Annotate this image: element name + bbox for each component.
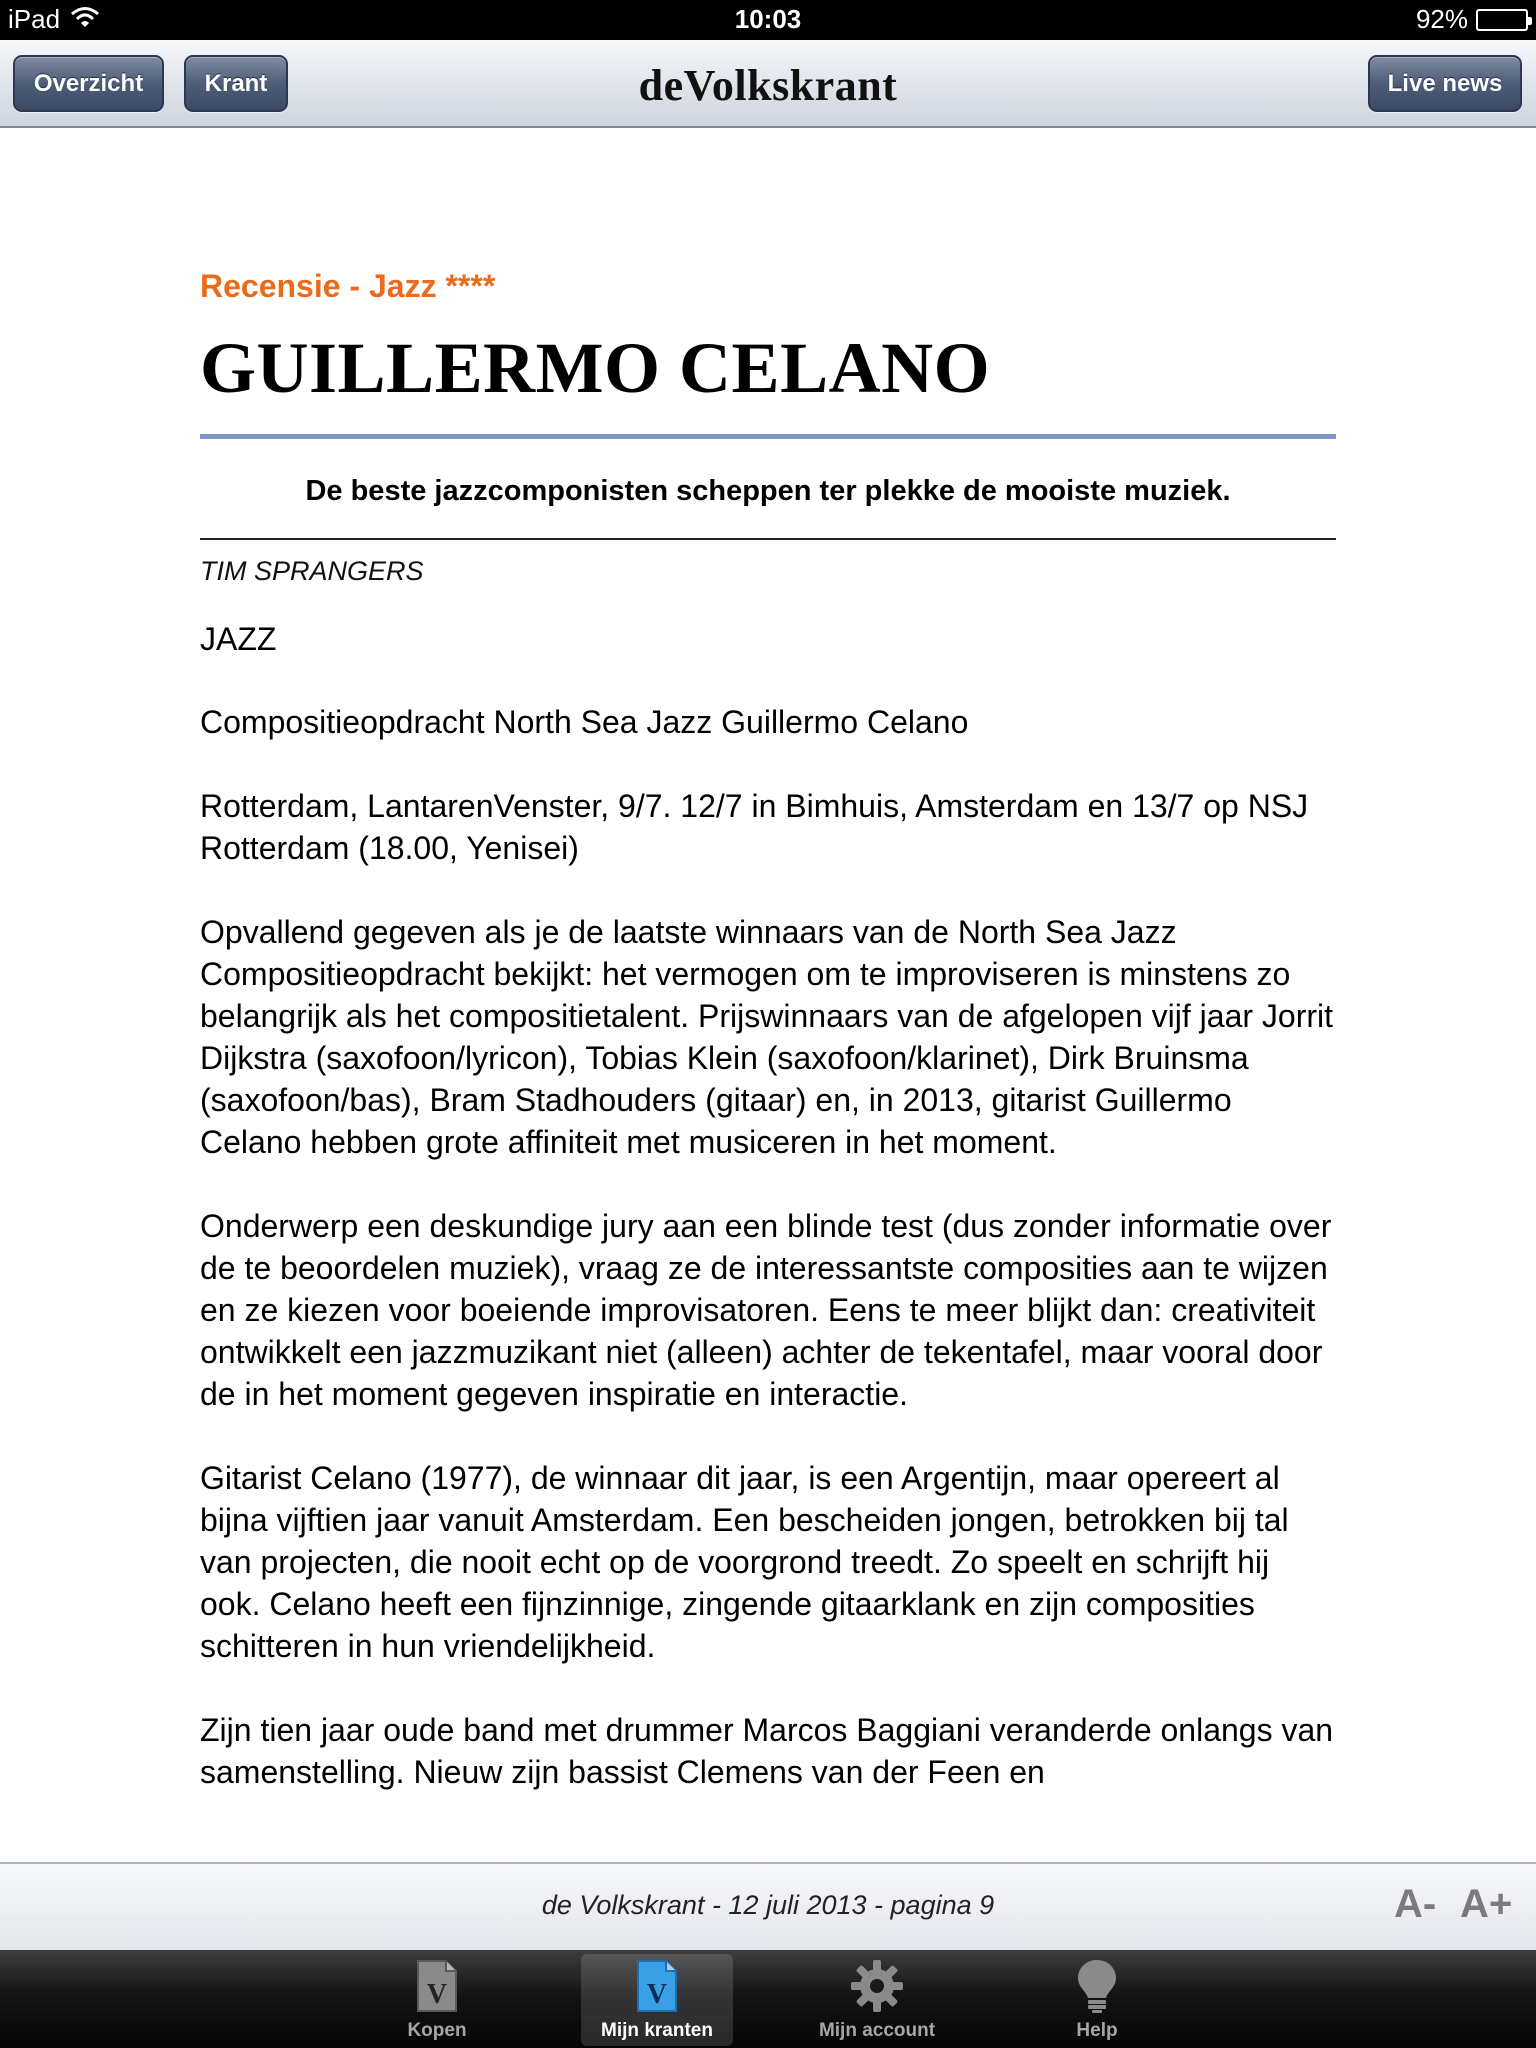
issue-footer-bar xyxy=(0,1862,1536,1950)
article-section: JAZZ xyxy=(200,621,277,657)
battery-percent: 92% xyxy=(1415,4,1468,34)
mijn-kranten-icon xyxy=(634,1954,680,2018)
lead-divider xyxy=(200,538,1336,540)
status-time: 10:03 xyxy=(734,4,802,34)
kopen-icon xyxy=(414,1954,460,2018)
article-paragraph: Compositieopdracht North Sea Jazz Guillermo Celano xyxy=(200,704,969,740)
tab-help[interactable] xyxy=(1021,1954,1173,2046)
overzicht-button[interactable]: Overzicht xyxy=(13,55,164,112)
issue-info: de Volkskrant - 12 juli 2013 - pagina 9 xyxy=(541,1890,995,1920)
battery-icon xyxy=(1476,9,1528,31)
tab-help-label: Help xyxy=(1076,2020,1118,2041)
article-lead: De beste jazzcomponisten scheppen ter plekke de mooiste muziek. xyxy=(305,475,1231,507)
tab-kopen-label: Kopen xyxy=(407,2020,467,2041)
article-paragraph: Gitarist Celano (1977), de winnaar dit jaar, is een Argentijn, maar opereert al bijna vijftien jaar vanuit Amsterdam. Een bescheiden jongen, betrokken bij tal van projecten, die nooit echt op de voorgrond treedt. Zo speelt en schrijft hij ook. Celano heeft een fijnzinnige, zingende gitaarklank en zijn composities schitteren in hun vriendelijkheid. xyxy=(200,1460,1289,1664)
device-label: iPad xyxy=(8,4,61,34)
tab-mijn-kranten[interactable] xyxy=(581,1954,733,2046)
article-kicker: Recensie - Jazz **** xyxy=(200,268,496,304)
gear-icon xyxy=(850,1954,904,2018)
masthead-logo: deVolkskrant xyxy=(638,61,898,110)
font-increase-button[interactable]: A+ xyxy=(1460,1882,1513,1926)
article-headline: GUILLERMO CELANO xyxy=(200,328,991,408)
headline-divider xyxy=(200,434,1336,439)
svg-text:V: V xyxy=(426,1979,448,2010)
krant-button[interactable]: Krant xyxy=(184,55,288,112)
status-bar xyxy=(0,0,1536,40)
navigation-bar xyxy=(0,40,1536,128)
tab-bar xyxy=(0,1950,1536,2048)
svg-text:V: V xyxy=(646,1979,668,2010)
tab-mijn-kranten-label: Mijn kranten xyxy=(601,2020,713,2041)
article xyxy=(200,250,1336,1793)
article-paragraph: Rotterdam, LantarenVenster, 9/7. 12/7 in Bimhuis, Amsterdam en 13/7 op NSJ Rotterdam (18.00, Yenisei) xyxy=(200,788,1309,866)
article-paragraph: Onderwerp een deskundige jury aan een blinde test (dus zonder informatie over de te beoordelen muziek), vraag ze de interessantste composities aan te wijzen en ze kiezen voor boeiende improvisatoren. Eens te meer blijkt dan: creativiteit ontwikkelt een jazzmuzikant niet (alleen) achter de tekentafel, maar vooral door de in het moment gegeven inspiratie en interactie. xyxy=(200,1208,1332,1412)
tab-kopen[interactable] xyxy=(361,1954,513,2046)
lightbulb-icon xyxy=(1075,1954,1119,2018)
tab-mijn-account-label: Mijn account xyxy=(818,2020,936,2041)
article-paragraph: Zijn tien jaar oude band met drummer Marcos Baggiani veranderde onlangs van samenstelling. Nieuw zijn bassist Clemens van der Feen en xyxy=(200,1712,1334,1790)
tab-mijn-account[interactable] xyxy=(801,1954,953,2046)
article-paragraph: Opvallend gegeven als je de laatste winnaars van de North Sea Jazz Compositieopdracht bekijkt: het vermogen om te improviseren is minstens zo belangrijk als het compositietalent. Prijswinnaars van de afgelopen vijf jaar Jorrit Dijkstra (saxofoon/lyricon), Tobias Klein (saxofoon/klarinet), Dirk Bruinsma (saxofoon/bas), Bram Stadhouders (gitaar) en, in 2013, gitarist Guillermo Celano hebben grote affiniteit met musiceren in het moment. xyxy=(200,914,1334,1160)
status-right xyxy=(1416,4,1528,35)
live-news-button[interactable]: Live news xyxy=(1368,55,1522,112)
font-decrease-button[interactable]: A- xyxy=(1394,1882,1437,1926)
article-author: TIM SPRANGERS xyxy=(200,556,424,586)
